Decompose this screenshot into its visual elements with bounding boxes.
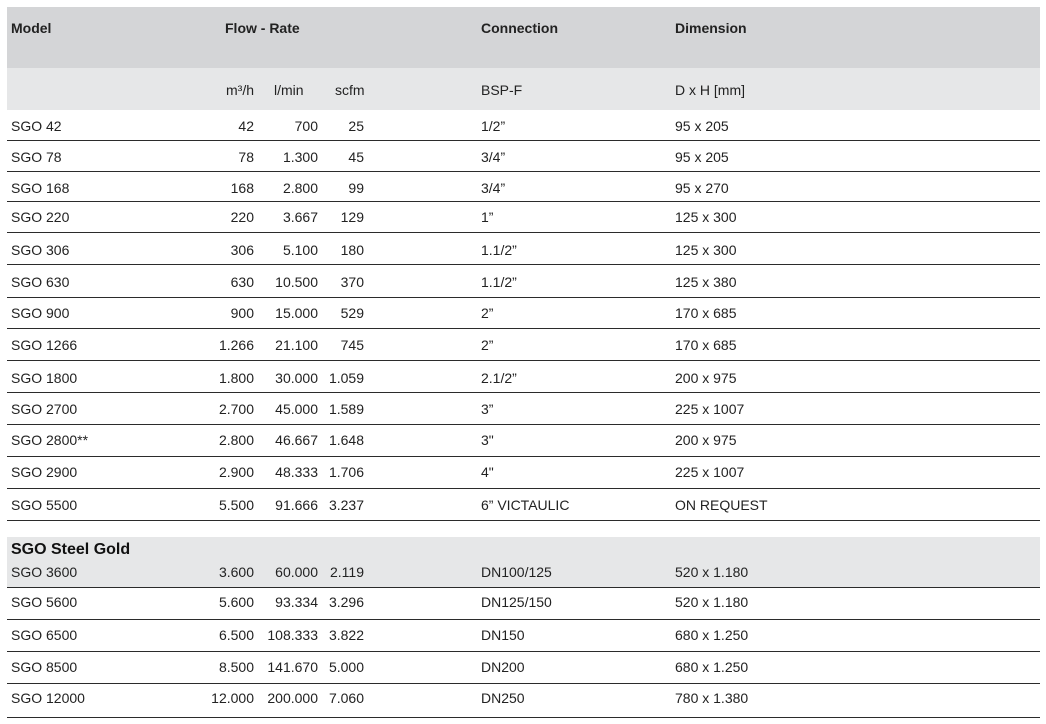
cell-m3h: 630: [230, 274, 254, 290]
subheader-band: [7, 68, 1040, 110]
cell-lmin: 45.000: [275, 401, 318, 417]
table-row: [0, 180, 1046, 196]
table-row: [0, 432, 1046, 448]
cell-scfm: 529: [340, 305, 364, 321]
cell-m3h: 2.800: [218, 432, 254, 448]
cell-connection: 3/4”: [481, 149, 506, 165]
cell-connection: 2.1/2”: [481, 370, 517, 386]
cell-m3h: 168: [230, 180, 254, 196]
cell-dimension: 680 x 1.250: [675, 627, 749, 643]
cell-lmin: 5.100: [282, 242, 318, 258]
cell-lmin: 21.100: [275, 337, 318, 353]
cell-m3h: 5.600: [218, 594, 254, 610]
cell-lmin: 700: [294, 118, 318, 134]
cell-dimension: 780 x 1.380: [675, 690, 749, 706]
cell-model: SGO 78: [11, 149, 62, 165]
cell-model: SGO 5500: [11, 497, 78, 513]
cell-lmin: 60.000: [275, 564, 318, 580]
cell-connection: 1.1/2”: [481, 274, 517, 290]
table-row: [0, 337, 1046, 353]
cell-m3h: 3.600: [218, 564, 254, 580]
cell-lmin: 15.000: [275, 305, 318, 321]
row-divider: [7, 488, 1040, 489]
cell-model: SGO 2800**: [11, 432, 89, 448]
cell-scfm: 99: [348, 180, 364, 196]
cell-scfm: 45: [348, 149, 364, 165]
cell-dimension: 125 x 380: [675, 274, 737, 290]
row-divider: [7, 424, 1040, 425]
cell-lmin: 46.667: [275, 432, 318, 448]
cell-dimension: 520 x 1.180: [675, 564, 749, 580]
cell-m3h: 306: [230, 242, 254, 258]
cell-lmin: 30.000: [275, 370, 318, 386]
subheader-dimension-unit: D x H [mm]: [675, 82, 745, 98]
cell-m3h: 12.000: [211, 690, 254, 706]
cell-connection: 3": [481, 432, 494, 448]
row-divider: [7, 171, 1040, 172]
row-divider: [7, 587, 1040, 588]
row-divider: [7, 328, 1040, 329]
cell-dimension: 200 x 975: [675, 370, 737, 386]
cell-dimension: 95 x 205: [675, 118, 729, 134]
cell-connection: 1”: [481, 209, 494, 225]
table-row: [0, 274, 1046, 290]
row-divider: [7, 717, 1040, 718]
cell-dimension: 680 x 1.250: [675, 659, 749, 675]
cell-dimension: 225 x 1007: [675, 401, 745, 417]
cell-lmin: 10.500: [275, 274, 318, 290]
cell-connection: 4": [481, 464, 494, 480]
table-row: [0, 464, 1046, 480]
header-flow-rate: Flow - Rate: [225, 20, 300, 36]
subheader-m3h: m³/h: [226, 82, 254, 98]
table-row: [0, 659, 1046, 675]
cell-model: SGO 220: [11, 209, 70, 225]
cell-lmin: 200.000: [267, 690, 318, 706]
cell-scfm: 5.000: [328, 659, 364, 675]
cell-connection: DN150: [481, 627, 525, 643]
table-row: [0, 627, 1046, 643]
cell-model: SGO 12000: [11, 690, 85, 706]
cell-m3h: 8.500: [218, 659, 254, 675]
cell-dimension: 125 x 300: [675, 242, 737, 258]
table-row: [0, 118, 1046, 134]
row-divider: [7, 297, 1040, 298]
row-divider: [7, 392, 1040, 393]
cell-dimension: 520 x 1.180: [675, 594, 749, 610]
header-band: [7, 7, 1040, 68]
cell-model: SGO 6500: [11, 627, 78, 643]
cell-m3h: 6.500: [218, 627, 254, 643]
row-divider: [7, 619, 1040, 620]
cell-connection: 1.1/2”: [481, 242, 517, 258]
table-row: [0, 149, 1046, 165]
cell-m3h: 900: [230, 305, 254, 321]
cell-lmin: 48.333: [275, 464, 318, 480]
table-row: [0, 370, 1046, 386]
cell-connection: DN250: [481, 690, 525, 706]
cell-scfm: 25: [348, 118, 364, 134]
header-dimension: Dimension: [675, 20, 747, 36]
row-divider: [7, 360, 1040, 361]
cell-dimension: 200 x 975: [675, 432, 737, 448]
cell-dimension: 170 x 685: [675, 337, 737, 353]
cell-scfm: 3.296: [328, 594, 364, 610]
cell-dimension: 170 x 685: [675, 305, 737, 321]
cell-dimension: 125 x 300: [675, 209, 737, 225]
cell-lmin: 3.667: [282, 209, 318, 225]
cell-lmin: 1.300: [282, 149, 318, 165]
cell-model: SGO 2900: [11, 464, 78, 480]
cell-model: SGO 900: [11, 305, 70, 321]
row-divider: [7, 456, 1040, 457]
cell-scfm: 129: [340, 209, 364, 225]
cell-scfm: 2.119: [330, 564, 364, 580]
cell-m3h: 42: [238, 118, 254, 134]
row-divider: [7, 683, 1040, 684]
cell-lmin: 141.670: [267, 659, 318, 675]
table-row: [0, 305, 1046, 321]
cell-scfm: 1.059: [328, 370, 364, 386]
cell-dimension: ON REQUEST: [675, 497, 768, 513]
cell-connection: 3”: [481, 401, 494, 417]
subheader-lmin: l/min: [274, 82, 304, 98]
cell-connection: 3/4”: [481, 180, 506, 196]
cell-model: SGO 168: [11, 180, 70, 196]
header-model: Model: [11, 20, 52, 36]
header-connection: Connection: [481, 20, 558, 36]
cell-model: SGO 630: [11, 274, 70, 290]
table-row: [0, 242, 1046, 258]
cell-model: SGO 1266: [11, 337, 78, 353]
table-row: [0, 594, 1046, 610]
cell-dimension: 95 x 205: [675, 149, 729, 165]
cell-connection: 6” VICTAULIC: [481, 497, 570, 513]
cell-lmin: 108.333: [267, 627, 318, 643]
cell-model: SGO 8500: [11, 659, 78, 675]
cell-m3h: 2.700: [218, 401, 254, 417]
cell-m3h: 5.500: [218, 497, 254, 513]
table-row: [0, 209, 1046, 225]
cell-scfm: 180: [340, 242, 364, 258]
cell-scfm: 3.822: [328, 627, 364, 643]
cell-model: SGO 1800: [11, 370, 78, 386]
row-divider: [7, 264, 1040, 265]
cell-model: SGO 5600: [11, 594, 78, 610]
row-divider: [7, 651, 1040, 652]
cell-m3h: 78: [238, 149, 254, 165]
cell-dimension: 225 x 1007: [675, 464, 745, 480]
cell-scfm: 1.589: [328, 401, 364, 417]
row-divider: [7, 201, 1040, 202]
cell-m3h: 220: [230, 209, 254, 225]
cell-m3h: 2.900: [218, 464, 254, 480]
cell-lmin: 93.334: [275, 594, 318, 610]
cell-scfm: 370: [340, 274, 364, 290]
cell-scfm: 1.648: [328, 432, 364, 448]
row-divider: [7, 232, 1040, 233]
cell-model: SGO 306: [11, 242, 70, 258]
cell-connection: 2”: [481, 337, 494, 353]
cell-connection: DN100/125: [481, 564, 552, 580]
subheader-scfm: scfm: [335, 82, 365, 98]
cell-connection: DN200: [481, 659, 525, 675]
cell-scfm: 745: [340, 337, 364, 353]
cell-connection: 2”: [481, 305, 494, 321]
table-row: [0, 497, 1046, 513]
row-divider: [7, 140, 1040, 141]
cell-model: SGO 42: [11, 118, 62, 134]
cell-scfm: 1.706: [328, 464, 364, 480]
cell-scfm: 7.060: [328, 690, 364, 706]
cell-lmin: 2.800: [282, 180, 318, 196]
subheader-connection-type: BSP-F: [481, 82, 523, 98]
table-row: [0, 564, 1046, 580]
section-title: SGO Steel Gold: [11, 541, 131, 558]
row-divider: [7, 520, 1040, 521]
cell-m3h: 1.266: [218, 337, 254, 353]
table-row: [0, 690, 1046, 706]
cell-connection: DN125/150: [481, 594, 552, 610]
cell-m3h: 1.800: [218, 370, 254, 386]
cell-dimension: 95 x 270: [675, 180, 729, 196]
cell-scfm: 3.237: [328, 497, 364, 513]
cell-model: SGO 3600: [11, 564, 78, 580]
cell-connection: 1/2”: [481, 118, 506, 134]
table-row: [0, 401, 1046, 417]
cell-lmin: 91.666: [275, 497, 318, 513]
cell-model: SGO 2700: [11, 401, 78, 417]
